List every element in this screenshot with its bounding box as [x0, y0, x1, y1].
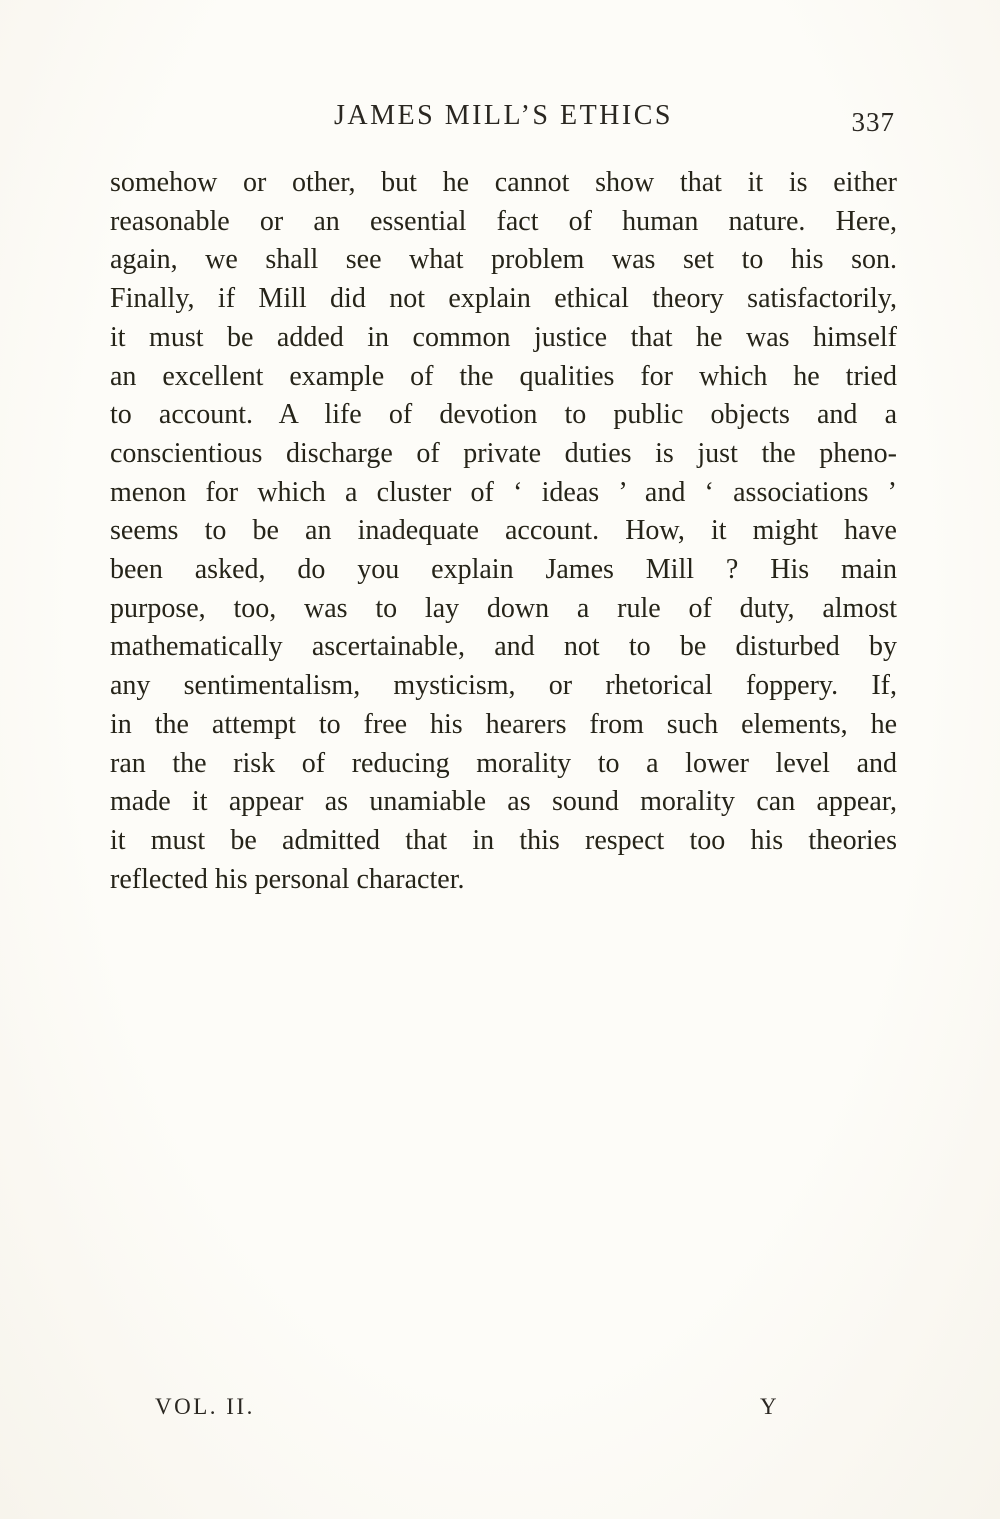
body-line: ran the risk of reducing morality to a lower level and	[110, 747, 897, 779]
footer-signature-mark: Y	[760, 1394, 778, 1419]
body-line: an excellent example of the qualities for which he tried	[110, 360, 897, 392]
body-line: conscientious discharge of private duties is just the pheno-	[110, 437, 897, 469]
running-title: JAMES MILL’S ETHICS	[334, 100, 673, 131]
body-paragraph	[110, 164, 897, 899]
body-line: it must be added in common justice that he was himself	[110, 321, 897, 353]
body-line: reasonable or an essential fact of human nature. Here,	[110, 205, 897, 237]
body-line: purpose, too, was to lay down a rule of duty, almost	[110, 592, 897, 624]
body-line: seems to be an inadequate account. How, it might have	[110, 515, 897, 547]
body-line: been asked, do you explain James Mill ? His main	[110, 554, 897, 586]
footer-volume-label: VOL. II.	[155, 1394, 255, 1419]
body-line: made it appear as unamiable as sound morality can appear,	[110, 786, 897, 818]
body-line: again, we shall see what problem was set to his son.	[110, 244, 897, 276]
body-line: Finally, if Mill did not explain ethical theory satisfactorily,	[110, 283, 897, 315]
body-line: any sentimentalism, mysticism, or rhetorical foppery. If,	[110, 670, 897, 702]
page-number: 337	[851, 107, 895, 137]
body-line: reflected his personal character.	[110, 863, 465, 895]
body-line: somehow or other, but he cannot show that it is either	[110, 167, 897, 198]
body-line: in the attempt to free his hearers from such elements, he	[110, 708, 897, 740]
page-header	[110, 100, 897, 140]
body-line: menon for which a cluster of ‘ ideas ’ and ‘ associations ’	[110, 476, 897, 508]
body-line: it must be admitted that in this respect too his theories	[110, 824, 897, 856]
body-line: mathematically ascertainable, and not to be disturbed by	[110, 631, 897, 663]
body-line: to account. A life of devotion to public objects and a	[110, 399, 897, 431]
